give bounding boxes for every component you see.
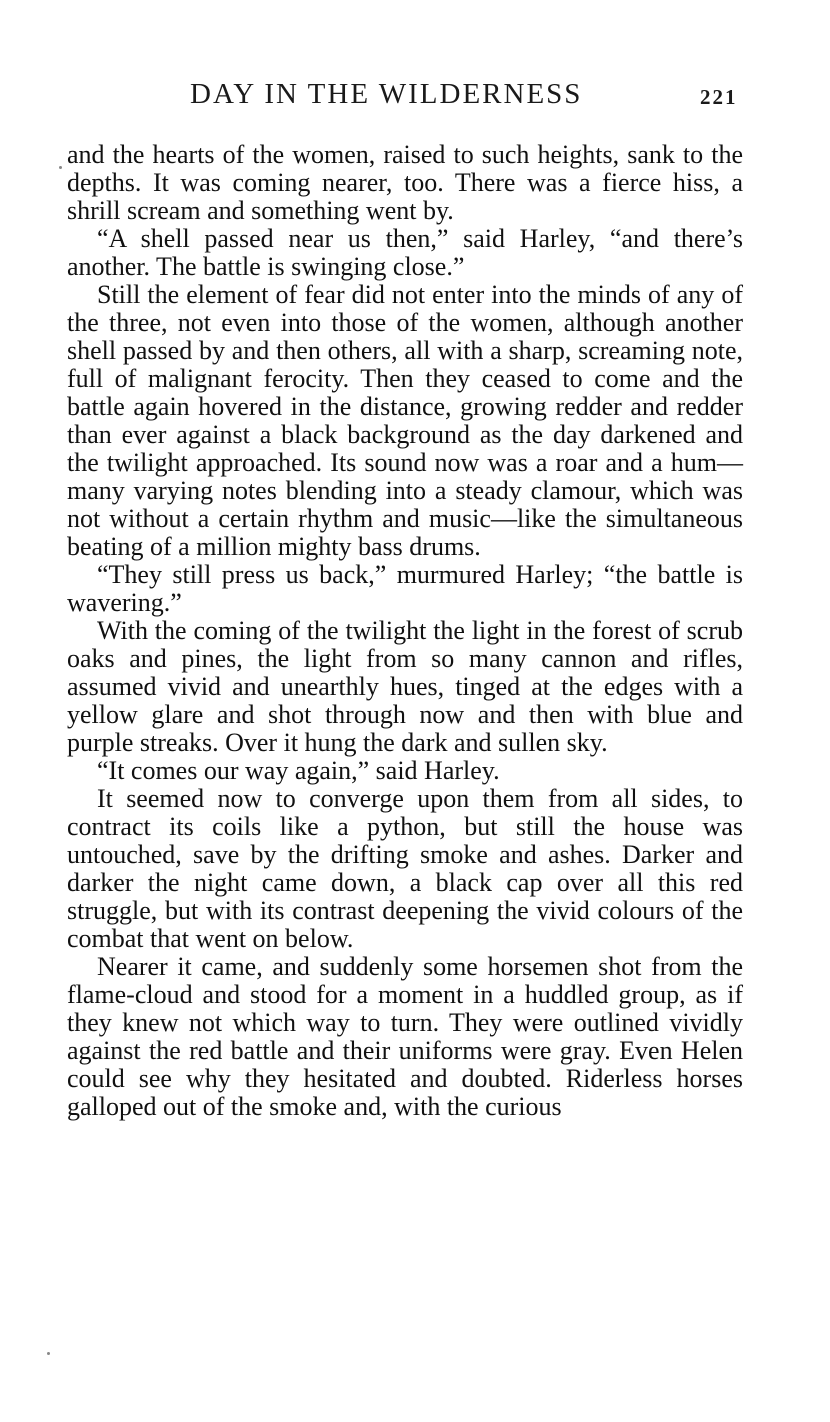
print-speck: [59, 166, 62, 169]
paragraph: Nearer it came, and suddenly some horsemen shot from the flame-cloud and stood for a moment in a huddled group, as if they knew not which way to turn. They were outlined vividly against the red battle and their uniforms were gray. Even Helen could see why they hesitated and doubted. Riderless horses galloped out of the smoke and, with the curious: [67, 952, 743, 1121]
paragraph: “They still press us back,” murmured Harley; “the battle is wavering.”: [67, 560, 743, 617]
running-title: DAY IN THE WILDERNESS: [190, 78, 583, 110]
paragraph: “A shell passed near us then,” said Harley, “and there’s another. The battle is swinging close.”: [67, 224, 743, 281]
paragraph: It seemed now to converge upon them from all sides, to contract its coils like a python, but still the house was untouched, save by the drifting smoke and ashes. Darker and darker the night came down, a black cap over all this red struggle, but with its contrast deepening the vivid colours of the combat that went on below.: [67, 784, 743, 953]
print-speck: [47, 1352, 50, 1355]
paragraph: With the coming of the twilight the light in the forest of scrub oaks and pines, the light from so many cannon and rifles, assumed vivid and unearthly hues, tinged at the edges with a yellow glare and shot through now and then with blue and purple streaks. Over it hung the dark and sullen sky.: [67, 616, 743, 757]
page-number: 221: [700, 85, 738, 109]
paragraph: “It comes our way again,” said Harley.: [97, 756, 500, 785]
paragraph-continued: and the hearts of the women, raised to such heights, sank to the depths. It was coming nearer, too. There was a fierce hiss, a shrill scream and something went by.: [67, 140, 743, 225]
paragraph: Still the element of fear did not enter into the minds of any of the three, not even into those of the women, although another shell passed by and then others, all with a sharp, screaming note, full of malignant ferocity. Then they ceased to come and the battle again hovered in the distance, growing redder and redder than ever against a black background as the day darkened and the twilight approached. Its sound now was a roar and a hum—many varying notes blending into a steady clamour, which was not without a certain rhythm and music—like the simultaneous beating of a million mighty bass drums.: [67, 280, 743, 561]
body-text: [67, 141, 743, 1121]
